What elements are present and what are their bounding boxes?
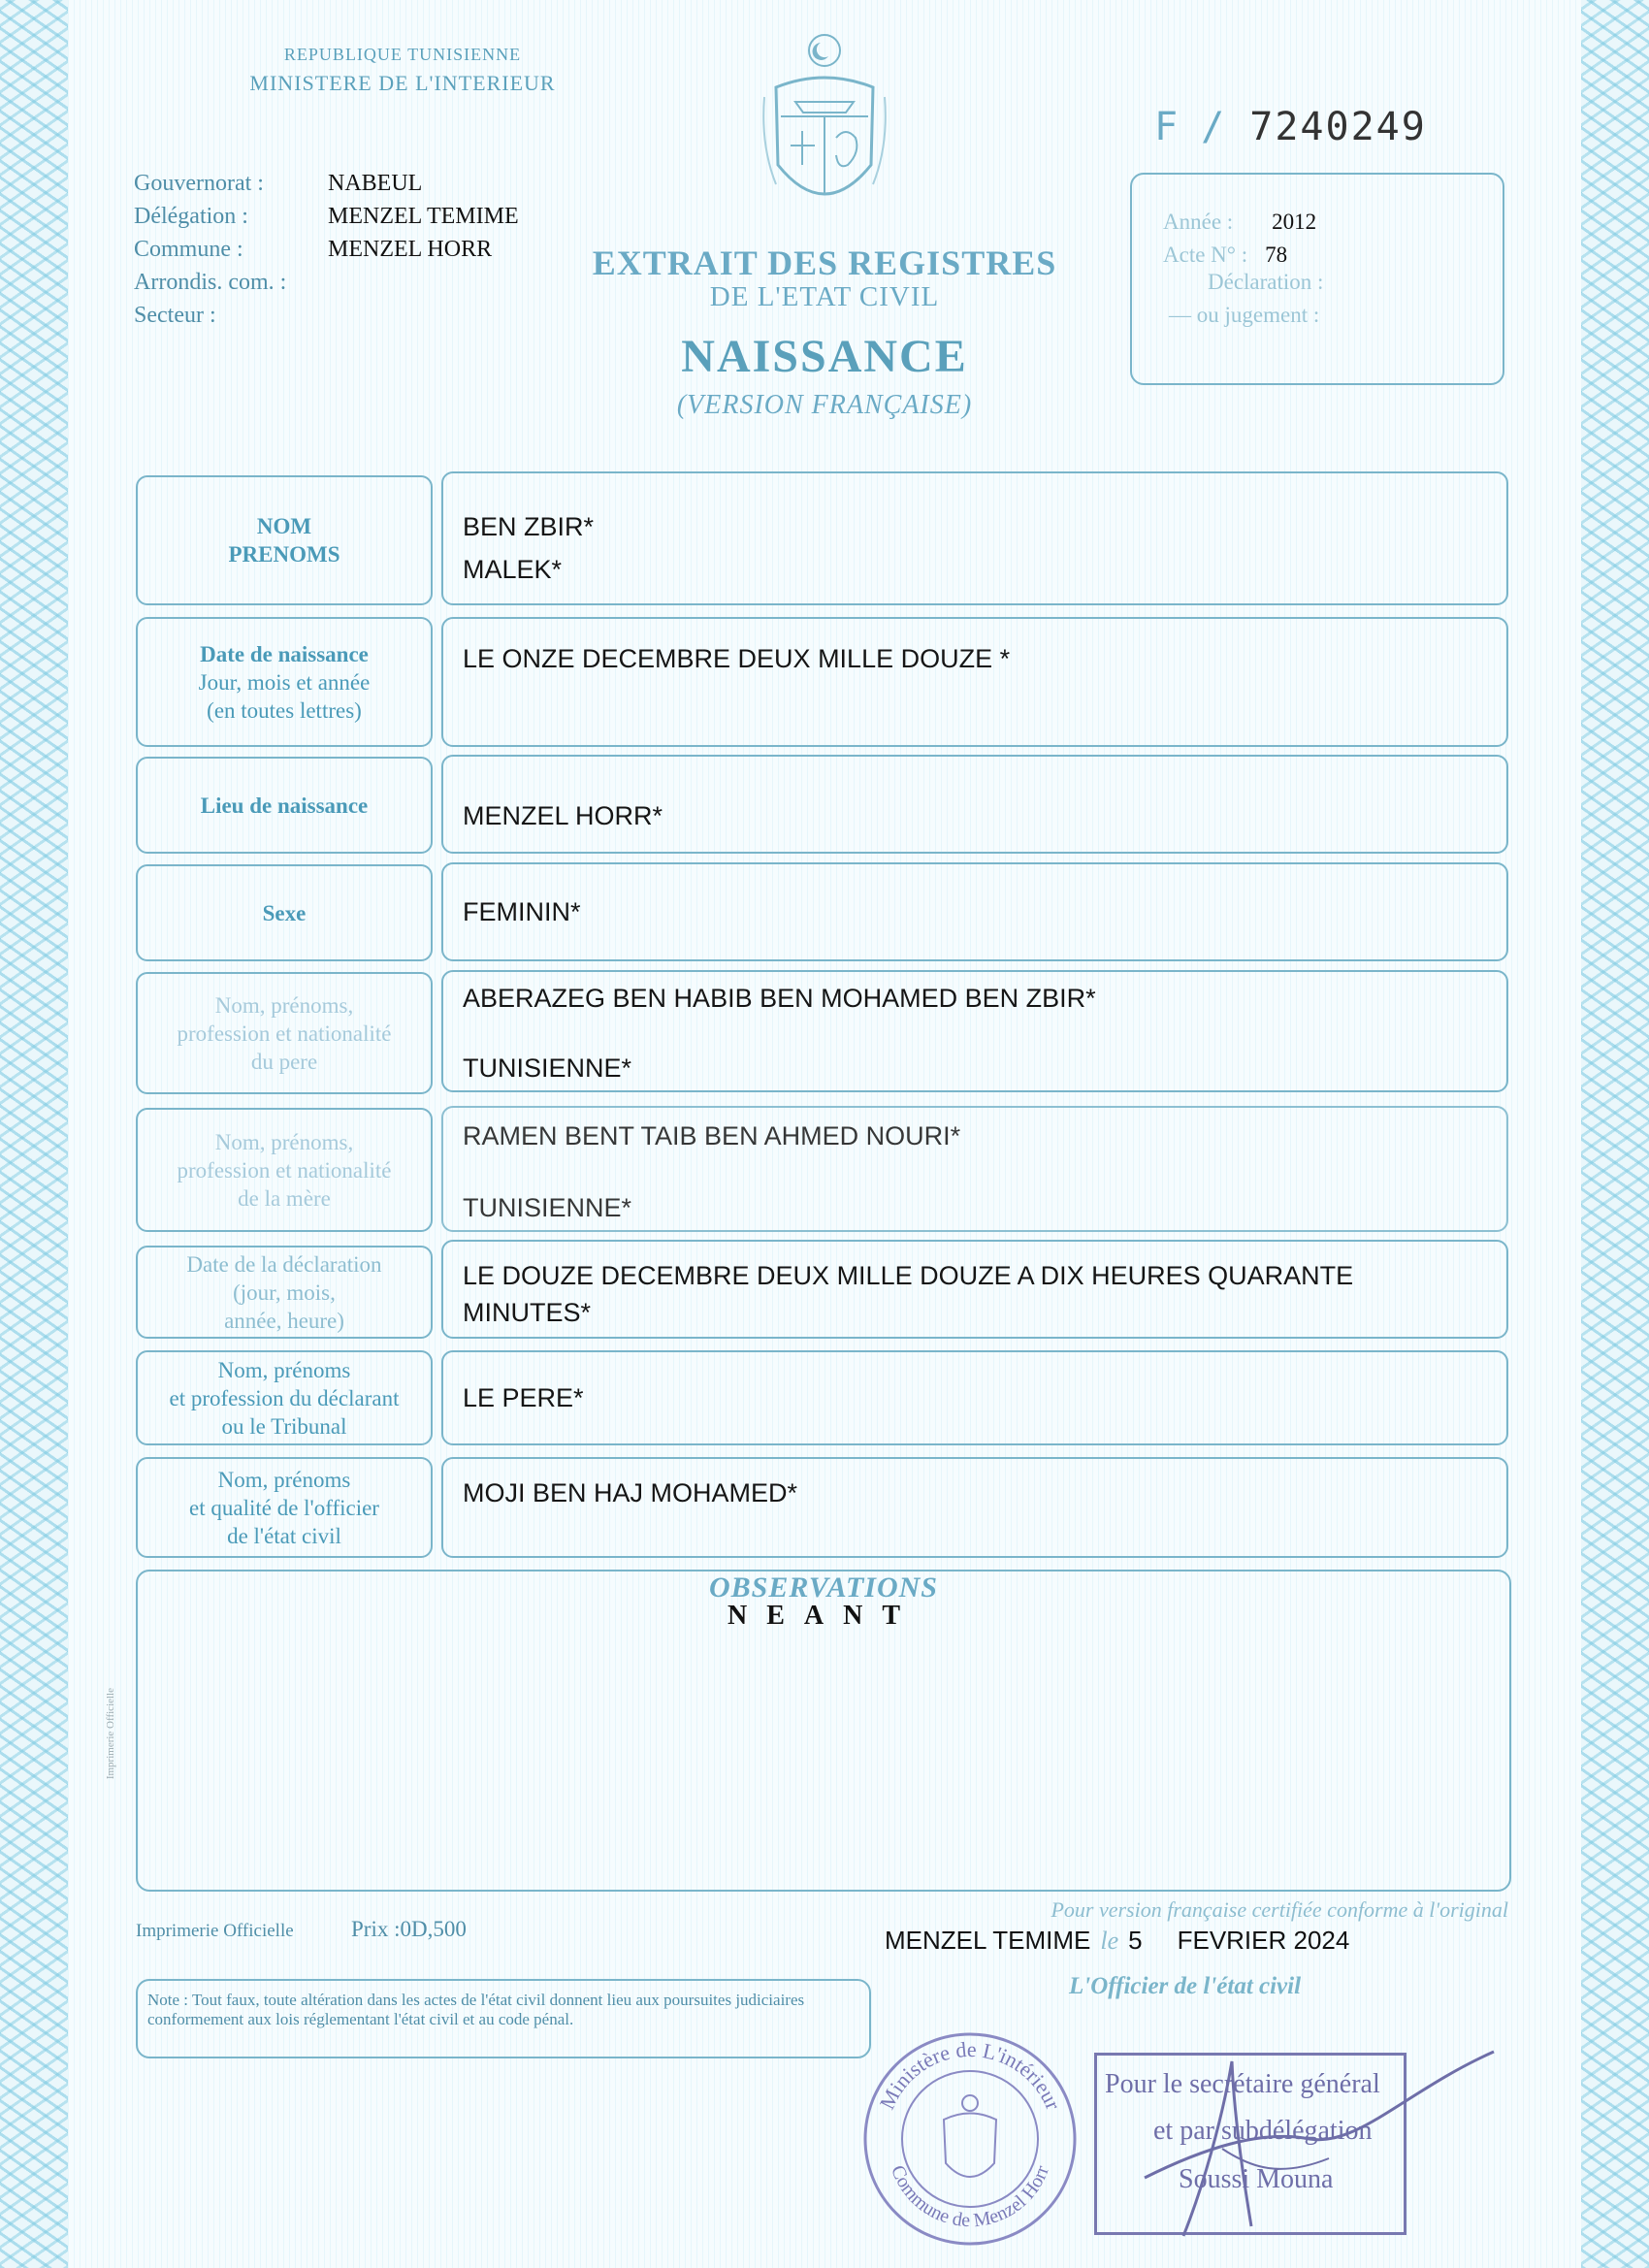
declaration-date-value-box xyxy=(441,1240,1508,1339)
title-version: (VERSION FRANÇAISE) xyxy=(676,390,973,420)
gouvernorat-value: NABEUL xyxy=(328,171,423,196)
nom-prenoms-value-box xyxy=(441,471,1508,605)
republique-header: REPUBLIQUE TUNISIENNE xyxy=(283,45,522,64)
commune-label: Commune : xyxy=(134,237,243,262)
annee-value: 2012 xyxy=(1272,210,1317,234)
pere-value-box xyxy=(441,970,1508,1092)
svg-text:Ministère de L'intérieur xyxy=(875,2037,1066,2114)
acte-box xyxy=(1130,173,1504,385)
legal-note: Note : Tout faux, toute altération dans les actes de l'état civil donnent lieu aux poursuites judiciaires conformement aux lois réglementant l'état civil et au code pénal. xyxy=(136,1979,871,2058)
declarant-label xyxy=(136,1350,433,1445)
pere-label-line1: Nom, prénoms, xyxy=(214,992,354,1018)
date-naissance-value: LE ONZE DECEMBRE DEUX MILLE DOUZE * xyxy=(463,644,1011,673)
prenoms-value: MALEK* xyxy=(463,555,563,584)
certification-text: Pour version française certifiée conforme à l'original xyxy=(1051,1897,1508,1922)
official-round-stamp-icon xyxy=(858,2027,1082,2251)
officier-value-box xyxy=(441,1457,1508,1558)
declaration-label: Déclaration : xyxy=(1208,270,1324,294)
annee-label: Année : xyxy=(1163,210,1234,234)
nom-label: NOM xyxy=(256,514,312,538)
stamp-ring-top-text: Ministère de L'intérieur xyxy=(874,2036,1066,2114)
mere-label-line1: Nom, prénoms, xyxy=(214,1129,354,1154)
tunisia-coat-of-arms-icon xyxy=(757,29,892,233)
pere-label-line3: du pere xyxy=(250,1049,318,1074)
declarant-value-box xyxy=(441,1350,1508,1445)
gouvernorat-label: Gouvernorat : xyxy=(134,171,264,196)
mere-label xyxy=(136,1108,433,1232)
prix-label: Prix :0D,500 xyxy=(351,1917,467,1941)
signature-line3: Soussi Mouna xyxy=(1179,2164,1334,2194)
lieu-naissance-value-box xyxy=(441,755,1508,854)
pere-nationalite-value: TUNISIENNE* xyxy=(463,1053,632,1083)
delegation-value: MENZEL TEMIME xyxy=(328,204,519,229)
signature-line2: et par subdélégation xyxy=(1153,2116,1373,2146)
title-extrait: EXTRAIT DES REGISTRES xyxy=(592,243,1057,282)
acte-value: 78 xyxy=(1265,243,1288,267)
lieu-label-text: Lieu de naissance xyxy=(200,793,369,818)
pere-label-line2: profession et nationalité xyxy=(177,1021,392,1046)
imprimerie-label: Imprimerie Officielle xyxy=(136,1921,294,1941)
issue-day: 5 xyxy=(1128,1926,1143,1955)
nom-prenoms-label xyxy=(136,475,433,605)
observations-value: NEANT xyxy=(727,1601,920,1631)
date-naissance-value-box xyxy=(441,617,1508,747)
acte-label: Acte N° : xyxy=(1163,243,1248,267)
stamp-ring-bottom-text: Commune de Menzel Horr xyxy=(887,2162,1053,2232)
officier-label-line1: Nom, prénoms xyxy=(217,1467,351,1492)
lieu-naissance-value: MENZEL HORR* xyxy=(463,801,663,830)
nom-value: BEN ZBIR* xyxy=(463,512,595,541)
delegation-label: Délégation : xyxy=(134,204,248,229)
right-decorative-border xyxy=(1581,0,1649,2268)
decl-label-line3: année, heure) xyxy=(224,1308,344,1333)
serial-number xyxy=(1154,105,1427,149)
issue-city: MENZEL TEMIME xyxy=(885,1926,1091,1955)
declarant-label-line2: et profession du déclarant xyxy=(169,1385,400,1410)
sexe-value-box xyxy=(441,862,1508,961)
sexe-value: FEMININ* xyxy=(463,897,581,926)
declaration-date-value-line1: LE DOUZE DECEMBRE DEUX MILLE DOUZE A DIX HEURES QUARANTE xyxy=(463,1261,1354,1290)
sexe-label-text: Sexe xyxy=(262,900,307,925)
declarant-value: LE PERE* xyxy=(463,1383,584,1412)
sexe-label xyxy=(136,864,433,961)
issue-month-year: FEVRIER 2024 xyxy=(1177,1926,1350,1955)
prenoms-label: PRENOMS xyxy=(228,542,340,567)
serial-value: 7240249 xyxy=(1249,105,1427,149)
declaration-date-label xyxy=(136,1246,433,1339)
declaration-date-value-line2: MINUTES* xyxy=(463,1298,592,1327)
left-decorative-border xyxy=(0,0,68,2268)
declarant-label-line3: ou le Tribunal xyxy=(221,1413,347,1439)
mere-label-line3: de la mère xyxy=(238,1185,331,1211)
administrative-info xyxy=(134,171,519,336)
issue-le: le xyxy=(1100,1927,1119,1955)
officier-label-line2: et qualité de l'officier xyxy=(189,1495,379,1520)
pere-nom-value: ABERAZEG BEN HABIB BEN MOHAMED BEN ZBIR* xyxy=(463,984,1096,1013)
decl-label-line1: Date de la déclaration xyxy=(186,1251,382,1277)
date-naissance-label xyxy=(136,617,433,747)
title-naissance: NAISSANCE xyxy=(681,331,968,382)
declarant-label-line1: Nom, prénoms xyxy=(217,1357,351,1382)
date-label-line3: (en toutes lettres) xyxy=(207,697,362,723)
observations-title: OBSERVATIONS xyxy=(709,1571,938,1604)
signature-line1: Pour le secrétaire général xyxy=(1105,2069,1380,2099)
ministere-header: MINISTERE DE L'INTERIEUR xyxy=(249,71,556,95)
issue-place-date xyxy=(885,1926,1349,1956)
date-label-line2: Jour, mois et année xyxy=(198,669,371,695)
officier-signature-title: L'Officier de l'état civil xyxy=(1069,1973,1302,1999)
vertical-imprimerie-text: Imprimerie Officielle xyxy=(105,1688,116,1780)
mere-nom-value: RAMEN BENT TAIB BEN AHMED NOURI* xyxy=(463,1121,961,1150)
decl-label-line2: (jour, mois, xyxy=(233,1280,336,1305)
arrondissement-label: Arrondis. com. : xyxy=(134,270,287,295)
lieu-naissance-label xyxy=(136,757,433,854)
mere-nationalite-value: TUNISIENNE* xyxy=(463,1193,632,1222)
serial-prefix: F / xyxy=(1154,105,1225,149)
officier-label xyxy=(136,1457,433,1558)
commune-value: MENZEL HORR xyxy=(328,237,493,262)
mere-label-line2: profession et nationalité xyxy=(177,1157,392,1183)
pere-label xyxy=(136,972,433,1094)
date-label-line1: Date de naissance xyxy=(200,641,369,666)
officier-value: MOJI BEN HAJ MOHAMED* xyxy=(463,1478,798,1507)
mere-value-box xyxy=(441,1106,1508,1232)
secteur-label: Secteur : xyxy=(134,303,216,328)
title-etat-civil: DE L'ETAT CIVIL xyxy=(709,281,940,312)
officier-label-line3: de l'état civil xyxy=(227,1523,341,1548)
handwritten-signature-icon xyxy=(1086,2032,1513,2255)
jugement-label: — ou jugement : xyxy=(1169,303,1320,327)
